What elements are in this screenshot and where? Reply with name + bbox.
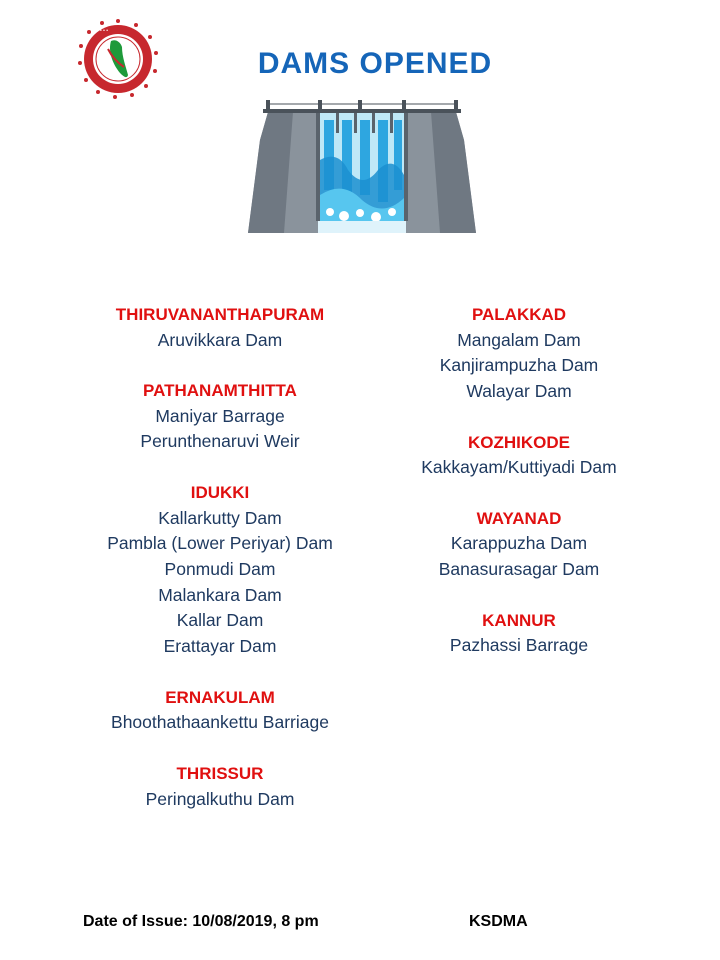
- district-block-wayanad: [380, 506, 658, 583]
- district-name: PALAKKAD: [471, 305, 567, 324]
- district-name: THIRUVANANTHAPURAM: [115, 305, 325, 324]
- district-block-pathanamthitta: [70, 378, 370, 455]
- district-block-palakkad: [380, 302, 658, 405]
- dam-item: Peringalkuthu Dam: [145, 788, 295, 809]
- dam-list: [380, 328, 658, 405]
- district-name: KANNUR: [482, 610, 556, 630]
- dam-item: Walayar Dam: [466, 380, 572, 401]
- dam-item: Ponmudi Dam: [164, 559, 276, 580]
- dam-list: [380, 531, 658, 582]
- dam-item: Malankara Dam: [158, 584, 282, 605]
- dam-list: [380, 633, 658, 659]
- dam-item: Kakkayam/Kuttiyadi Dam: [421, 457, 617, 478]
- right-district-column: [380, 302, 658, 684]
- dam-item: Pazhassi Barrage: [449, 635, 589, 656]
- svg-text:• • •: • • •: [100, 28, 109, 34]
- dam-item: Kallar Dam: [176, 610, 264, 631]
- district-name: WAYANAD: [476, 508, 562, 528]
- dam-list: [70, 404, 370, 455]
- dam-item: Perunthenaruvi Weir: [140, 431, 300, 452]
- district-block-kannur: [380, 608, 658, 659]
- dam-list: [70, 506, 370, 660]
- page-title: DAMS OPENED: [257, 47, 493, 80]
- district-name: ERNAKULAM: [165, 687, 275, 707]
- district-block-kozhikode: [380, 430, 658, 481]
- district-block-ernakulam: [70, 685, 370, 736]
- district-name: THRISSUR: [176, 764, 264, 784]
- dam-list: [380, 455, 658, 481]
- dam-item: Karappuzha Dam: [450, 533, 588, 554]
- district-block-thiruvananthapuram: [70, 302, 370, 353]
- district-block-idukki: [70, 480, 370, 660]
- issuing-organization: KSDMA: [469, 913, 528, 930]
- dam-item: Aruvikkara Dam: [157, 329, 283, 350]
- dam-spillway-illustration: [248, 100, 476, 233]
- dam-item: Bhoothathaankettu Barriage: [111, 712, 329, 733]
- district-name: KOZHIKODE: [468, 432, 570, 452]
- dam-item: Banasurasagar Dam: [438, 559, 600, 580]
- district-name: IDUKKI: [190, 483, 250, 503]
- date-of-issue: Date of Issue: 10/08/2019, 8 pm: [83, 913, 319, 930]
- dam-item: Pambla (Lower Periyar) Dam: [107, 533, 333, 554]
- dam-item: Erattayar Dam: [163, 636, 277, 657]
- dam-item: Mangalam Dam: [457, 329, 581, 350]
- dam-list: [70, 328, 370, 354]
- dam-list: [70, 787, 370, 813]
- dam-list: [70, 710, 370, 736]
- dam-item: Maniyar Barrage: [155, 405, 285, 426]
- dam-item: Kanjirampuzha Dam: [439, 355, 599, 376]
- left-district-column: [70, 302, 370, 837]
- district-block-thrissur: [70, 761, 370, 812]
- district-name: PATHANAMTHITTA: [143, 381, 297, 401]
- dam-item: Kallarkutty Dam: [158, 507, 282, 528]
